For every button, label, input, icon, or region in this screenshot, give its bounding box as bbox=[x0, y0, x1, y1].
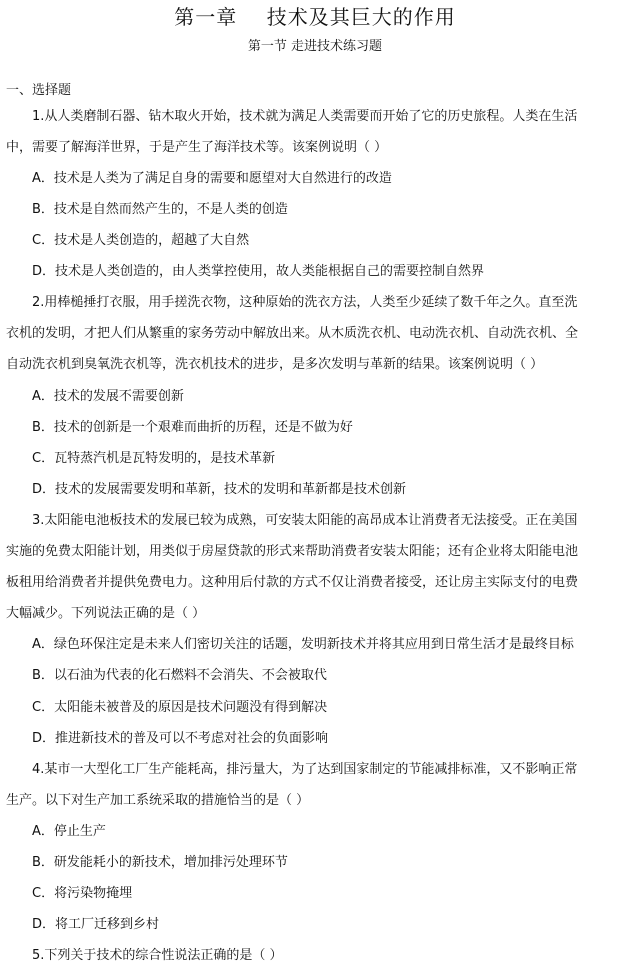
question-4-option-c: C．将污染物掩埋 bbox=[32, 886, 133, 901]
question-3-line-3: 板租用给消费者并提供免费电力。这种用后付款的方式不仅让消费者接受，还让房主实际支付的电费 bbox=[6, 575, 579, 590]
question-1-option-b: B．技术是自然而然产生的，不是人类的创造 bbox=[32, 202, 288, 217]
question-2-option-d: D．技术的发展需要发明和革新，技术的发明和革新都是技术创新 bbox=[32, 482, 407, 497]
question-4-line-1: 4.某市一大型化工厂生产能耗高，排污量大，为了达到国家制定的节能减排标准，又不影响正常 bbox=[32, 762, 578, 777]
question-2-option-a: A．技术的发展不需要创新 bbox=[32, 389, 184, 404]
question-4-option-d: D．将工厂迁移到乡村 bbox=[32, 917, 160, 932]
page-subtitle: 第一节 走进技术练习题 bbox=[247, 39, 383, 54]
question-3-line-4: 大幅减少。下列说法正确的是（ ） bbox=[6, 606, 206, 621]
question-4-option-a: A．停止生产 bbox=[32, 824, 106, 839]
question-2-option-b: B．技术的创新是一个艰难而曲折的历程，还是不做为好 bbox=[32, 420, 353, 435]
question-2-option-c: C．瓦特蒸汽机是瓦特发明的，是技术革新 bbox=[32, 451, 276, 466]
question-1-option-d: D．技术是人类创造的，由人类掌控使用，故人类能根据自己的需要控制自然界 bbox=[32, 264, 485, 279]
question-2-line-3: 自动洗衣机到臭氧洗衣机等，洗衣机技术的进步，是多次发明与革新的结果。该案例说明（ ） bbox=[6, 357, 544, 372]
question-1-line-1: 1.从人类磨制石器、钻木取火开始，技术就为满足人类需要而开始了它的历史旅程。人类在生活 bbox=[32, 109, 578, 124]
question-3-line-1: 3.太阳能电池板技术的发展已较为成熟，可安装太阳能的高昂成本让消费者无法接受。正在美国 bbox=[32, 513, 578, 528]
question-1-option-a: A．技术是人类为了满足自身的需要和愿望对大自然进行的改造 bbox=[32, 171, 392, 186]
page-title: 第一章 技术及其巨大的作用 bbox=[174, 5, 456, 29]
question-3-option-b: B．以石油为代表的化石燃料不会消失、不会被取代 bbox=[32, 668, 327, 683]
question-2-line-1: 2.用棒槌捶打衣服，用手搓洗衣物，这种原始的洗衣方法，人类至少延续了数千年之久。直至洗 bbox=[32, 295, 578, 310]
question-3-option-a: A．绿色环保注定是未来人们密切关注的话题，发明新技术并将其应用到日常生活才是最终目标 bbox=[32, 637, 574, 652]
question-3-option-c: C．太阳能未被普及的原因是技术问题没有得到解决 bbox=[32, 700, 328, 715]
question-4-option-b: B．研发能耗小的新技术，增加排污处理环节 bbox=[32, 855, 288, 870]
question-2-line-2: 衣机的发明，才把人们从繁重的家务劳动中解放出来。从木质洗衣机、电动洗衣机、自动洗衣机、全 bbox=[6, 326, 579, 341]
question-4-line-2: 生产。以下对生产加工系统采取的措施恰当的是（ ） bbox=[6, 793, 310, 808]
section-heading: 一、选择题 bbox=[6, 83, 72, 98]
question-3-option-d: D．推进新技术的普及可以不考虑对社会的负面影响 bbox=[32, 731, 329, 746]
question-3-line-2: 实施的免费太阳能计划，用类似于房屋贷款的形式来帮助消费者安装太阳能；还有企业将太阳能电池 bbox=[6, 544, 579, 559]
question-1-line-2: 中，需要了解海洋世界，于是产生了海洋技术等。该案例说明（ ） bbox=[6, 140, 388, 155]
question-1-option-c: C．技术是人类创造的，超越了大自然 bbox=[32, 233, 250, 248]
question-5-line-1: 5.下列关于技术的综合性说法正确的是（ ） bbox=[32, 948, 283, 963]
